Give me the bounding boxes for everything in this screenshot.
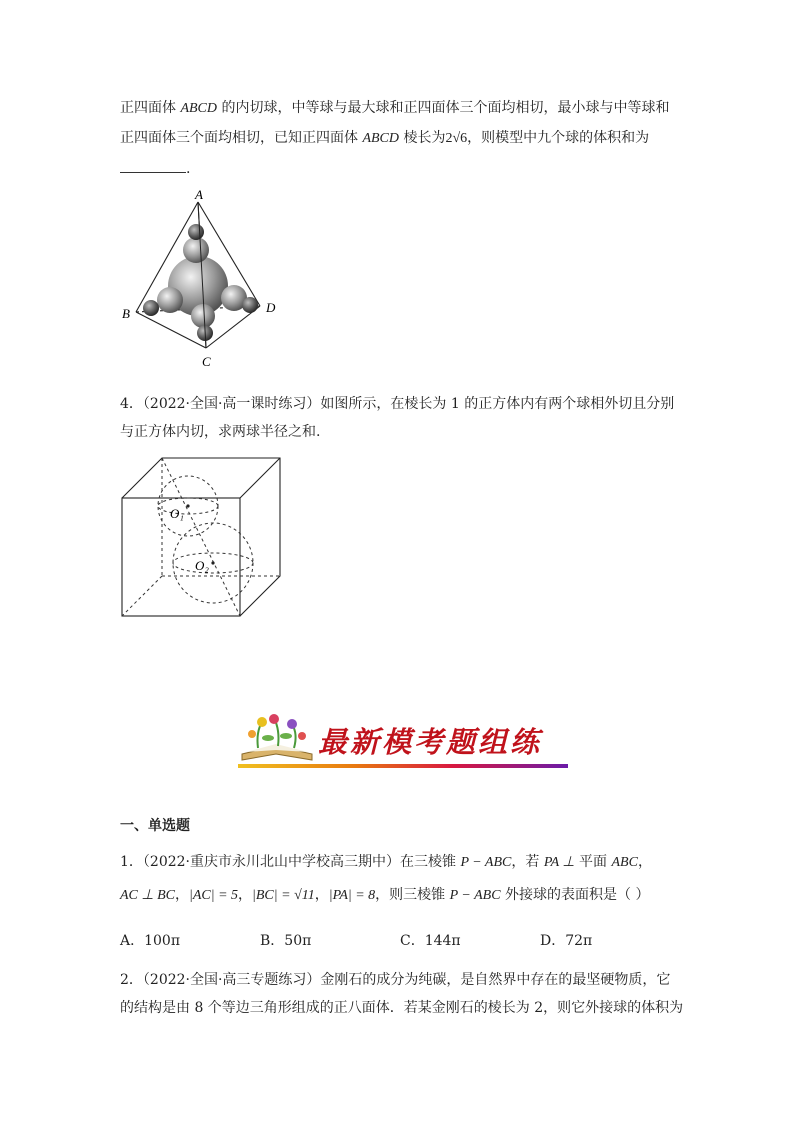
tetrahedron-name: ABCD bbox=[362, 131, 400, 146]
q3-text: . bbox=[186, 161, 191, 177]
q3-line-2 bbox=[120, 128, 649, 149]
mq1-line-2 bbox=[120, 885, 649, 906]
small-sphere-top bbox=[188, 224, 204, 240]
q3-text: ，则模型中九个球的体积和为 bbox=[467, 130, 650, 146]
answer-blank bbox=[120, 158, 186, 173]
mq1-line-1 bbox=[120, 852, 652, 873]
mq1-options bbox=[120, 930, 680, 952]
center-o2 bbox=[211, 561, 214, 564]
q3-text: 正四面体三个面均相切，已知正四面体 bbox=[120, 130, 363, 146]
center-label-o1: O₁ bbox=[170, 506, 184, 521]
plane-name: ABC bbox=[611, 855, 638, 870]
edge-length: 2√6 bbox=[445, 131, 468, 146]
condition-bc: |BC| = √11 bbox=[252, 888, 315, 903]
mq1-text: ， bbox=[314, 887, 329, 903]
mq1-text: ， bbox=[637, 854, 652, 870]
mq2-line-1: 2．（2022·全国·高三专题练习）金刚石的成分为纯碳，是自然界中存在的最坚硬物质，它 bbox=[120, 972, 671, 988]
option-c[interactable]: C．144π bbox=[400, 933, 461, 949]
mq1-text: 平面 bbox=[574, 854, 612, 870]
vertex-label-c: C bbox=[202, 354, 211, 369]
mq2-line-2: 的结构是由 8 个等边三角形组成的正八面体．若某金刚石的棱长为 2，则它外接球的体积为 bbox=[120, 1000, 684, 1016]
vertex-label-b: B bbox=[122, 306, 130, 321]
tetrahedron-name: ABCD bbox=[180, 101, 218, 116]
condition-ac-bc: AC ⊥ BC bbox=[120, 888, 175, 903]
option-a[interactable]: A．100π bbox=[120, 933, 181, 949]
q3-line-3 bbox=[120, 158, 190, 179]
banner-underline bbox=[238, 764, 568, 768]
sphere-outlines bbox=[158, 458, 253, 616]
condition-pa: |PA| = 8 bbox=[328, 888, 376, 903]
medium-sphere-bottom bbox=[191, 304, 215, 328]
condition-ac: |AC| = 5 bbox=[188, 888, 239, 903]
small-sphere-left bbox=[143, 300, 159, 316]
vertex-label-a: A bbox=[195, 188, 203, 202]
book-flowers-icon bbox=[238, 714, 316, 766]
option-d[interactable]: D．72π bbox=[540, 933, 593, 949]
center-o1 bbox=[186, 504, 189, 507]
tetrahedron-figure bbox=[118, 188, 288, 378]
cube-edges bbox=[122, 458, 280, 616]
medium-sphere-left bbox=[157, 287, 183, 313]
pyramid-name: P − ABC bbox=[460, 855, 512, 870]
perpendicular-condition: PA ⊥ bbox=[543, 855, 575, 870]
banner-title: 最新模考题组练 bbox=[318, 725, 543, 759]
mq1-text: 1．（2022·重庆市永川北山中学校高三期中）在三棱锥 bbox=[120, 854, 461, 870]
center-label-o2: O₂ bbox=[195, 558, 209, 573]
mq1-text: 外接球的表面积是（ ） bbox=[500, 887, 650, 903]
q3-line-1 bbox=[120, 98, 669, 119]
q3-text: 棱长为 bbox=[399, 130, 446, 146]
q4-line-2: 与正方体内切，求两球半径之和. bbox=[120, 424, 321, 440]
pyramid-name: P − ABC bbox=[449, 888, 501, 903]
q3-text: 的内切球，中等球与最大球和正四面体三个面均相切，最小球与中等球和 bbox=[217, 100, 670, 116]
mq1-text: ， bbox=[238, 887, 253, 903]
vertex-label-d: D bbox=[266, 300, 276, 315]
medium-sphere-top bbox=[183, 237, 209, 263]
mq1-text: ，若 bbox=[511, 854, 544, 870]
cube-figure bbox=[118, 456, 284, 618]
q3-text: 正四面体 bbox=[120, 100, 181, 116]
mq1-text: ， bbox=[174, 887, 189, 903]
option-b[interactable]: B．50π bbox=[260, 933, 312, 949]
small-sphere-right bbox=[242, 297, 258, 313]
mq1-text: ，则三棱锥 bbox=[375, 887, 450, 903]
section-banner bbox=[238, 714, 568, 772]
q4-line-1: 4．（2022·全国·高一课时练习）如图所示，在棱长为 1 的正方体内有两个球相外切且分别 bbox=[120, 396, 675, 412]
section-heading: 一、单选题 bbox=[120, 818, 190, 834]
